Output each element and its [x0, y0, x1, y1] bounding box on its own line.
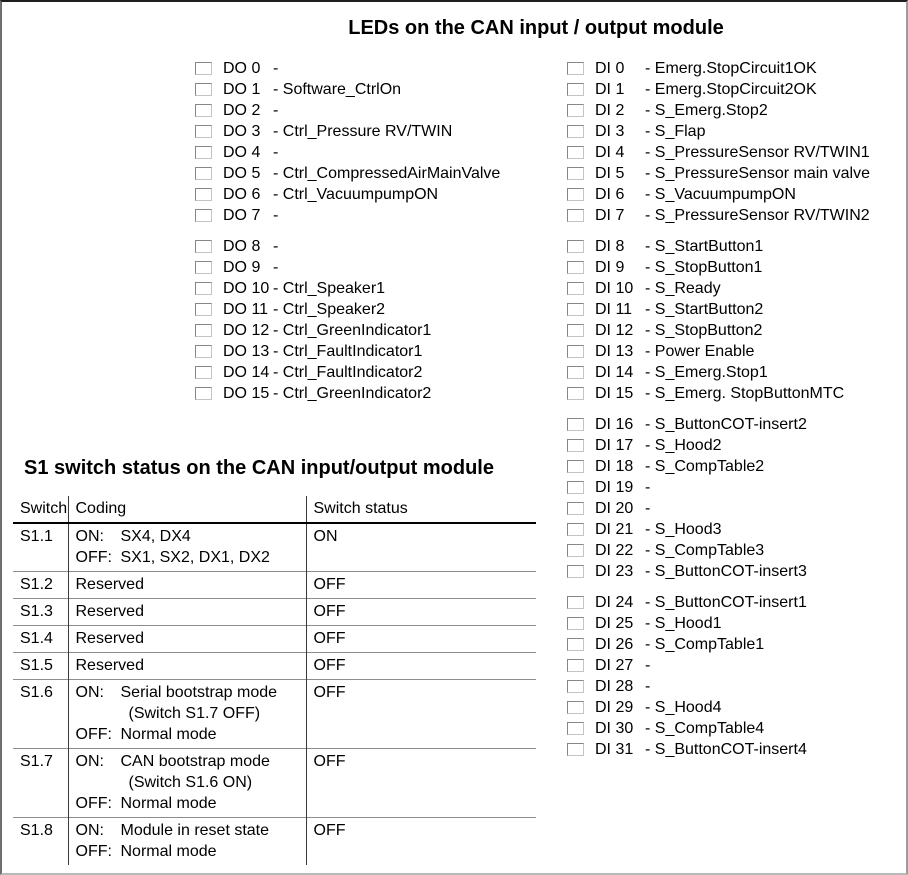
led-group	[567, 414, 870, 582]
led-row	[567, 456, 870, 477]
switch-status-table	[13, 496, 536, 865]
do-led-list	[195, 58, 500, 414]
led-indicator-icon	[195, 387, 212, 400]
led-signal-name: - S_PressureSensor main valve	[645, 164, 870, 182]
led-signal-name: - S_ButtonCOT-insert4	[645, 740, 807, 758]
led-signal-name: -	[273, 206, 279, 224]
switch-id-cell: S1.8	[20, 822, 53, 839]
led-indicator-icon	[567, 167, 584, 180]
coding-text: Normal mode	[120, 843, 217, 860]
coding-state-label: ON:	[75, 684, 104, 701]
led-channel-label: DI 16	[595, 415, 634, 433]
switch-id-cell: S1.1	[20, 528, 53, 545]
led-indicator-icon	[567, 366, 584, 379]
coding-text: Reserved	[75, 657, 144, 674]
led-section-title: LEDs on the CAN input / output module	[348, 17, 724, 39]
led-signal-name: - S_CompTable1	[645, 635, 765, 653]
led-row	[567, 498, 870, 519]
switch-id-cell: S1.3	[20, 603, 53, 620]
led-row	[567, 592, 870, 613]
switch-table-row	[13, 818, 536, 866]
led-signal-name: - Ctrl_FaultIndicator1	[273, 342, 423, 360]
switch-status-cell: OFF	[306, 626, 536, 653]
coding-state-label: OFF:	[75, 843, 112, 860]
led-signal-name: - S_Hood2	[645, 436, 722, 454]
led-channel-label: DI 29	[595, 698, 634, 716]
led-signal-name: - S_StopButton1	[645, 258, 763, 276]
led-channel-label: DO 4	[223, 143, 261, 161]
led-channel-label: DO 7	[223, 206, 261, 224]
coding-text: SX4, DX4	[120, 528, 191, 545]
switch-section-title: S1 switch status on the CAN input/output module	[24, 457, 494, 479]
led-signal-name: - Ctrl_Speaker2	[273, 300, 386, 318]
led-indicator-icon	[567, 83, 584, 96]
coding-line	[76, 751, 302, 772]
led-signal-name: - S_Emerg.Stop2	[645, 101, 768, 119]
led-row	[567, 278, 870, 299]
switch-coding-cell	[68, 749, 306, 818]
coding-state-label: ON:	[75, 528, 104, 545]
led-signal-name: - Emerg.StopCircuit2OK	[645, 80, 817, 98]
led-group	[567, 592, 870, 760]
column-header-switch: Switch	[13, 496, 68, 523]
coding-text: Normal mode	[120, 726, 217, 743]
led-row	[567, 697, 870, 718]
led-signal-name: - Software_CtrlOn	[273, 80, 402, 98]
led-indicator-icon	[567, 418, 584, 431]
led-row	[567, 236, 870, 257]
switch-status-cell: ON	[306, 523, 536, 572]
led-signal-name: - S_Flap	[645, 122, 706, 140]
coding-state-label: OFF:	[75, 726, 112, 743]
led-indicator-icon	[567, 146, 584, 159]
led-signal-name: - S_StartButton1	[645, 237, 764, 255]
coding-line	[129, 772, 302, 793]
led-group	[567, 58, 870, 226]
switch-coding-cell	[68, 818, 306, 866]
led-row	[567, 142, 870, 163]
coding-text: Serial bootstrap mode	[120, 684, 278, 701]
led-indicator-icon	[567, 460, 584, 473]
led-row	[195, 257, 500, 278]
led-channel-label: DI 7	[595, 206, 625, 224]
led-signal-name: - Power Enable	[645, 342, 755, 360]
coding-line	[76, 574, 302, 595]
led-row	[195, 100, 500, 121]
led-indicator-icon	[567, 188, 584, 201]
column-header-switch-status: Switch status	[306, 496, 536, 523]
led-row	[567, 184, 870, 205]
coding-text: Reserved	[75, 576, 144, 593]
switch-table-row	[13, 680, 536, 749]
led-row	[567, 299, 870, 320]
led-row	[567, 100, 870, 121]
switch-table-header-row	[13, 496, 536, 523]
led-signal-name: -	[273, 59, 279, 77]
led-indicator-icon	[567, 680, 584, 693]
led-signal-name: - S_Ready	[645, 279, 721, 297]
led-signal-name: -	[645, 677, 651, 695]
led-channel-label: DO 8	[223, 237, 261, 255]
led-signal-name: - S_ButtonCOT-insert2	[645, 415, 807, 433]
led-signal-name: - S_CompTable3	[645, 541, 765, 559]
led-signal-name: - S_PressureSensor RV/TWIN1	[645, 143, 870, 161]
di-led-list	[567, 58, 870, 770]
led-group	[567, 236, 870, 404]
led-channel-label: DI 23	[595, 562, 634, 580]
led-channel-label: DI 15	[595, 384, 634, 402]
switch-status-cell: OFF	[306, 818, 536, 866]
led-indicator-icon	[567, 282, 584, 295]
led-channel-label: DI 2	[595, 101, 625, 119]
led-row	[567, 561, 870, 582]
led-indicator-icon	[195, 282, 212, 295]
led-channel-label: DI 31	[595, 740, 634, 758]
led-channel-label: DI 12	[595, 321, 634, 339]
led-row	[567, 676, 870, 697]
led-channel-label: DO 0	[223, 59, 261, 77]
led-channel-label: DO 14	[223, 363, 270, 381]
switch-coding-cell	[68, 680, 306, 749]
led-channel-label: DI 13	[595, 342, 634, 360]
led-indicator-icon	[567, 481, 584, 494]
led-row	[195, 362, 500, 383]
led-signal-name: -	[645, 478, 651, 496]
led-channel-label: DI 27	[595, 656, 634, 674]
led-signal-name: - S_CompTable4	[645, 719, 765, 737]
led-indicator-icon	[567, 701, 584, 714]
led-row	[567, 362, 870, 383]
led-channel-label: DO 1	[223, 80, 261, 98]
led-indicator-icon	[195, 62, 212, 75]
led-signal-name: - Ctrl_VacuumpumpON	[273, 185, 439, 203]
coding-state-label: OFF:	[75, 549, 112, 566]
led-indicator-icon	[567, 659, 584, 672]
switch-table-row	[13, 572, 536, 599]
led-row	[195, 205, 500, 226]
led-indicator-icon	[567, 502, 584, 515]
led-indicator-icon	[567, 439, 584, 452]
led-signal-name: - S_ButtonCOT-insert3	[645, 562, 807, 580]
led-row	[567, 540, 870, 561]
led-row	[195, 184, 500, 205]
led-channel-label: DO 15	[223, 384, 270, 402]
led-row	[195, 383, 500, 404]
led-signal-name: -	[645, 499, 651, 517]
led-signal-name: - Ctrl_GreenIndicator1	[273, 321, 432, 339]
switch-coding-cell	[68, 599, 306, 626]
led-indicator-icon	[567, 617, 584, 630]
led-signal-name: - S_CompTable2	[645, 457, 765, 475]
led-row	[195, 278, 500, 299]
led-row	[567, 58, 870, 79]
switch-status-cell: OFF	[306, 680, 536, 749]
led-indicator-icon	[195, 324, 212, 337]
led-indicator-icon	[567, 104, 584, 117]
led-channel-label: DI 8	[595, 237, 625, 255]
switch-coding-cell	[68, 523, 306, 572]
led-group	[195, 58, 500, 226]
led-indicator-icon	[195, 209, 212, 222]
led-indicator-icon	[567, 638, 584, 651]
led-signal-name: - Ctrl_GreenIndicator2	[273, 384, 432, 402]
coding-text: (Switch S1.6 ON)	[128, 774, 253, 791]
led-channel-label: DI 22	[595, 541, 634, 559]
led-signal-name: - Ctrl_FaultIndicator2	[273, 363, 423, 381]
led-channel-label: DO 12	[223, 321, 270, 339]
led-signal-name: - S_Hood1	[645, 614, 722, 632]
led-indicator-icon	[195, 303, 212, 316]
led-channel-label: DI 20	[595, 499, 634, 517]
led-channel-label: DI 6	[595, 185, 625, 203]
switch-table-row	[13, 626, 536, 653]
led-indicator-icon	[567, 345, 584, 358]
led-channel-label: DO 2	[223, 101, 261, 119]
led-channel-label: DI 21	[595, 520, 634, 538]
led-row	[195, 236, 500, 257]
coding-line	[76, 655, 302, 676]
led-channel-label: DI 19	[595, 478, 634, 496]
led-channel-label: DI 5	[595, 164, 625, 182]
led-indicator-icon	[195, 188, 212, 201]
led-row	[195, 58, 500, 79]
led-indicator-icon	[567, 722, 584, 735]
led-indicator-icon	[567, 324, 584, 337]
led-signal-name: - S_StartButton2	[645, 300, 764, 318]
coding-text: Normal mode	[120, 795, 217, 812]
led-signal-name: - Ctrl_Pressure RV/TWIN	[273, 122, 453, 140]
led-signal-name: -	[273, 101, 279, 119]
switch-id-cell: S1.6	[20, 684, 53, 701]
led-signal-name: - S_StopButton2	[645, 321, 763, 339]
led-signal-name: - S_VacuumpumpON	[645, 185, 796, 203]
led-indicator-icon	[195, 167, 212, 180]
led-channel-label: DI 14	[595, 363, 634, 381]
coding-text: Reserved	[75, 603, 144, 620]
switch-table-row	[13, 653, 536, 680]
led-signal-name: - S_ButtonCOT-insert1	[645, 593, 807, 611]
led-indicator-icon	[567, 303, 584, 316]
led-signal-name: -	[273, 143, 279, 161]
led-indicator-icon	[567, 62, 584, 75]
led-channel-label: DI 18	[595, 457, 634, 475]
led-indicator-icon	[567, 387, 584, 400]
coding-line	[76, 601, 302, 622]
led-signal-name: -	[645, 656, 651, 674]
coding-text: Reserved	[75, 630, 144, 647]
coding-state-label: ON:	[75, 822, 104, 839]
coding-line	[76, 793, 302, 814]
coding-state-label: ON:	[75, 753, 104, 770]
led-row	[567, 121, 870, 142]
led-channel-label: DI 4	[595, 143, 625, 161]
led-indicator-icon	[195, 366, 212, 379]
led-row	[195, 79, 500, 100]
led-row	[567, 718, 870, 739]
led-signal-name: -	[273, 237, 279, 255]
led-indicator-icon	[195, 104, 212, 117]
led-row	[567, 414, 870, 435]
led-channel-label: DI 28	[595, 677, 634, 695]
switch-id-cell: S1.2	[20, 576, 53, 593]
switch-id-cell: S1.7	[20, 753, 53, 770]
led-signal-name: - Ctrl_CompressedAirMainValve	[273, 164, 501, 182]
switch-coding-cell	[68, 626, 306, 653]
led-channel-label: DO 5	[223, 164, 261, 182]
switch-status-cell: OFF	[306, 653, 536, 680]
coding-text: Module in reset state	[120, 822, 270, 839]
switch-status-cell: OFF	[306, 572, 536, 599]
led-signal-name: - Ctrl_Speaker1	[273, 279, 386, 297]
coding-line	[76, 682, 302, 703]
switch-table-row	[13, 749, 536, 818]
led-channel-label: DI 26	[595, 635, 634, 653]
led-channel-label: DI 0	[595, 59, 625, 77]
led-channel-label: DI 30	[595, 719, 634, 737]
led-indicator-icon	[567, 261, 584, 274]
led-row	[567, 613, 870, 634]
led-row	[195, 320, 500, 341]
led-row	[195, 142, 500, 163]
led-indicator-icon	[195, 83, 212, 96]
led-signal-name: -	[273, 258, 279, 276]
led-row	[567, 341, 870, 362]
led-row	[567, 205, 870, 226]
led-channel-label: DI 3	[595, 122, 625, 140]
led-indicator-icon	[567, 209, 584, 222]
led-indicator-icon	[195, 146, 212, 159]
led-row	[195, 341, 500, 362]
coding-line	[76, 526, 302, 547]
switch-coding-cell	[68, 572, 306, 599]
led-channel-label: DI 17	[595, 436, 634, 454]
led-row	[567, 655, 870, 676]
coding-line	[76, 841, 302, 862]
led-row	[567, 435, 870, 456]
led-row	[195, 163, 500, 184]
led-group	[195, 236, 500, 404]
switch-table-row	[13, 599, 536, 626]
led-indicator-icon	[567, 565, 584, 578]
led-row	[195, 299, 500, 320]
led-signal-name: - S_Hood4	[645, 698, 722, 716]
led-signal-name: - S_Hood3	[645, 520, 722, 538]
led-row	[567, 634, 870, 655]
coding-line	[76, 547, 302, 568]
led-signal-name: - Emerg.StopCircuit1OK	[645, 59, 817, 77]
coding-text: SX1, SX2, DX1, DX2	[120, 549, 270, 566]
led-signal-name: - S_PressureSensor RV/TWIN2	[645, 206, 870, 224]
led-row	[567, 383, 870, 404]
led-signal-name: - S_Emerg.Stop1	[645, 363, 768, 381]
led-channel-label: DO 13	[223, 342, 270, 360]
switch-id-cell: S1.4	[20, 630, 53, 647]
led-indicator-icon	[567, 523, 584, 536]
led-indicator-icon	[195, 261, 212, 274]
switch-status-cell: OFF	[306, 749, 536, 818]
coding-text: CAN bootstrap mode	[120, 753, 270, 770]
led-indicator-icon	[567, 240, 584, 253]
led-indicator-icon	[567, 743, 584, 756]
switch-table-row	[13, 523, 536, 572]
led-indicator-icon	[195, 345, 212, 358]
led-indicator-icon	[567, 544, 584, 557]
switch-id-cell: S1.5	[20, 657, 53, 674]
switch-coding-cell	[68, 653, 306, 680]
led-channel-label: DI 11	[595, 300, 633, 318]
led-channel-label: DO 10	[223, 279, 270, 297]
column-header-coding: Coding	[68, 496, 306, 523]
coding-line	[129, 703, 302, 724]
coding-state-label: OFF:	[75, 795, 112, 812]
led-indicator-icon	[567, 596, 584, 609]
led-channel-label: DO 6	[223, 185, 261, 203]
led-row	[567, 320, 870, 341]
coding-line	[76, 628, 302, 649]
led-channel-label: DI 10	[595, 279, 634, 297]
led-row	[567, 477, 870, 498]
led-row	[195, 121, 500, 142]
led-indicator-icon	[195, 240, 212, 253]
coding-line	[76, 820, 302, 841]
coding-line	[76, 724, 302, 745]
led-row	[567, 739, 870, 760]
led-indicator-icon	[567, 125, 584, 138]
led-channel-label: DO 3	[223, 122, 261, 140]
led-row	[567, 79, 870, 100]
led-channel-label: DI 9	[595, 258, 625, 276]
led-channel-label: DI 24	[595, 593, 634, 611]
switch-status-cell: OFF	[306, 599, 536, 626]
led-row	[567, 519, 870, 540]
led-channel-label: DO 11	[223, 300, 269, 318]
led-indicator-icon	[195, 125, 212, 138]
led-channel-label: DI 25	[595, 614, 634, 632]
led-row	[567, 257, 870, 278]
led-row	[567, 163, 870, 184]
coding-text: (Switch S1.7 OFF)	[128, 705, 261, 722]
led-channel-label: DI 1	[595, 80, 625, 98]
led-channel-label: DO 9	[223, 258, 261, 276]
led-signal-name: - S_Emerg. StopButtonMTC	[645, 384, 845, 402]
